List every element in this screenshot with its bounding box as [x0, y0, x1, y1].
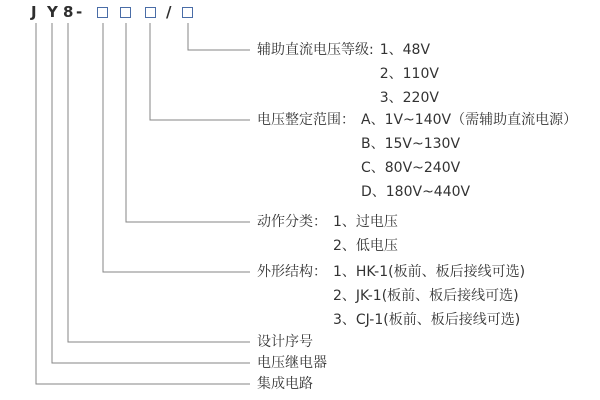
- model-code-box: [145, 7, 156, 18]
- connector-line: [68, 23, 250, 342]
- legend-row: [257, 38, 439, 110]
- model-code-char: 8: [63, 3, 74, 21]
- connector-line: [52, 23, 250, 363]
- legend-row-item: 2、110V: [379, 66, 439, 82]
- legend-row: [257, 210, 398, 258]
- legend-row-label: 动作分类：: [257, 214, 327, 230]
- legend-row-items: [333, 260, 525, 332]
- legend-row-item: B、15V~130V: [361, 136, 461, 152]
- connector-line: [150, 23, 250, 120]
- legend-row-label: 外形结构：: [257, 264, 327, 280]
- legend-row-item: A、1V~140V（需辅助直流电源）: [361, 112, 578, 128]
- legend-row-label: 辅助直流电压等级:: [257, 42, 374, 58]
- legend-row-item: 3、220V: [379, 90, 439, 106]
- connector-line: [188, 23, 250, 50]
- model-code-box: [97, 7, 108, 18]
- legend-row-items: [333, 210, 398, 258]
- model-code-char: /: [166, 3, 172, 21]
- connector-line: [103, 23, 250, 272]
- legend-row-item: 1、48V: [379, 42, 431, 58]
- model-code-box: [182, 7, 193, 18]
- legend-row-item: 2、JK-1(板前、板后接线可选): [333, 288, 519, 304]
- legend-row-items: [361, 108, 577, 204]
- legend-row-items: [380, 38, 439, 110]
- legend-row: [257, 108, 577, 204]
- legend-row-item: D、180V~440V: [361, 184, 471, 200]
- model-code-char: -: [76, 3, 83, 21]
- legend-row-item: 1、HK-1(板前、板后接线可选): [333, 264, 526, 280]
- model-code-char: J: [31, 3, 37, 21]
- legend-row-item: 3、CJ-1(板前、板后接线可选): [333, 312, 521, 328]
- legend-row-label: 集成电路: [257, 376, 313, 392]
- legend-row-item: C、80V~240V: [361, 160, 461, 176]
- legend-row-label: 设计序号: [257, 334, 313, 350]
- model-code-box: [120, 7, 131, 18]
- legend-row-label: 电压继电器: [257, 355, 327, 371]
- legend-row-item: 2、低电压: [333, 238, 398, 254]
- model-code-char: Y: [47, 3, 58, 21]
- legend-row: [257, 260, 525, 332]
- connector-line: [126, 23, 250, 222]
- legend-row: [257, 372, 313, 396]
- legend-row-item: 1、过电压: [333, 214, 398, 230]
- legend-row-label: 电压整定范围：: [257, 112, 355, 128]
